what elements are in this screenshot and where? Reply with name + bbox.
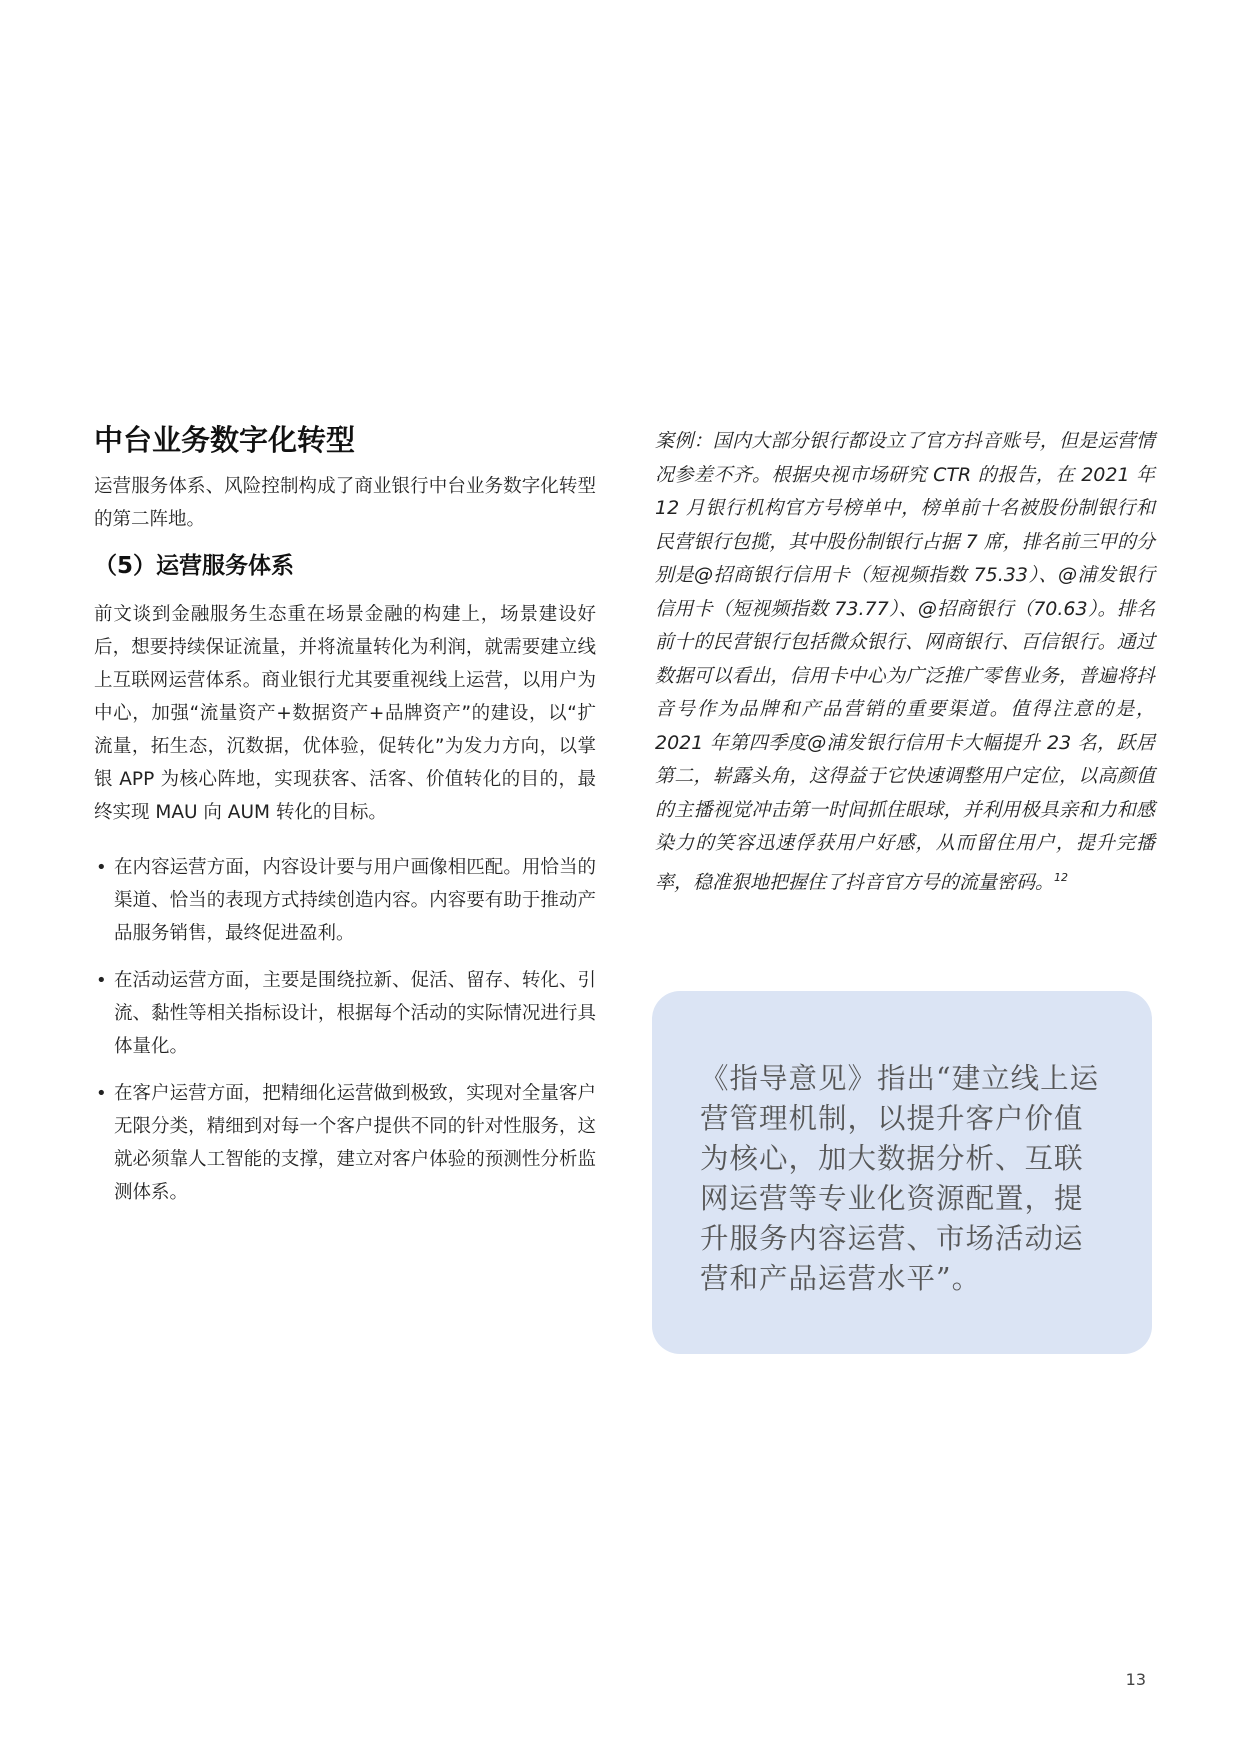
bullet-item-customer-ops [94,1077,596,1209]
left-column [94,418,596,1223]
bullet-dot-icon: • [96,1083,107,1104]
right-column [655,425,1155,899]
bullet-text: 在内容运营方面，内容设计要与用户画像相匹配。用恰当的渠道、恰当的表现方式持续创造内容。内容要有助于推动产品服务销售，最终促进盈利。 [114,857,596,944]
bullet-text: 在客户运营方面，把精细化运营做到极致，实现对全量客户无限分类，精细到对每一个客户提供不同的针对性服务，这就必须靠人工智能的支撑，建立对客户体验的预测性分析监测体系。 [114,1083,596,1203]
section-intro: 运营服务体系、风险控制构成了商业银行中台业务数字化转型的第二阵地。 [94,476,596,530]
bullet-text: 在活动运营方面，主要是围绕拉新、促活、留存、转化、引流、黏性等相关指标设计，根据每个活动的实际情况进行具体量化。 [114,970,596,1057]
bullet-item-content-ops [94,851,596,950]
bullet-list [94,851,596,1209]
bullet-item-activity-ops [94,964,596,1063]
section-title: 中台业务数字化转型 [94,423,356,457]
page-number: 13 [1125,1670,1146,1689]
body-paragraph: 前文谈到金融服务生态重在场景金融的构建上，场景建设好后，想要持续保证流量，并将流量转化为利润，就需要建立线上互联网运营体系。商业银行尤其要重视线上运营，以用户为中心，加强“流量资产+数据资产+品牌资产”的建设，以“扩流量，拓生态，沉数据，优体验，促转化”为发力方向，以掌银 APP 为核心阵地，实现获客、活客、价值转化的目的，最终实现 MAU 向 AUM 转化的目标。 [94,604,596,823]
bullet-dot-icon: • [96,857,107,878]
quote-text: 《指导意见》指出“建立线上运营管理机制，以提升客户价值为核心，加大数据分析、互联网运营等专业化资源配置，提升服务内容运营、市场活动运营和产品运营水平”。 [700,1062,1100,1295]
case-study [655,425,1155,899]
quote-callout [652,991,1152,1354]
subsection-title: （5）运营服务体系 [94,553,295,579]
case-study-text: 案例：国内大部分银行都设立了官方抖音账号，但是运营情况参差不齐。根据央视市场研究 CTR 的报告，在 2021 年 12 月银行机构官方号榜单中，榜单前十名被股份制银行和民营银行包揽，其中股份制银行占据 7 席，排名前三甲的分别是@招商银行信用卡（短视频指数 75.33）、@浦发银行信用卡（短视频指数 73.77）、@招商银行（70.63）。排名前十的民营银行包括微众银行、网商银行、百信银行。通过数据可以看出，信用卡中心为广泛推广零售业务，普遍将抖音号作为品牌和产品营销的重要渠道。值得注意的是，2021 年第四季度@浦发银行信用卡大幅提升 23 名，跃居第二，崭露头角，这得益于它快速调整用户定位，以高颜值的主播视觉冲击第一时间抓住眼球，并利用极具亲和力和感染力的笑容迅速俘获用户好感，从而留住用户，提升完播率，稳准狠地把握住了抖音官方号的流量密码。 [655,430,1155,893]
bullet-dot-icon: • [96,970,107,991]
footnote-reference: 12 [1054,870,1069,884]
